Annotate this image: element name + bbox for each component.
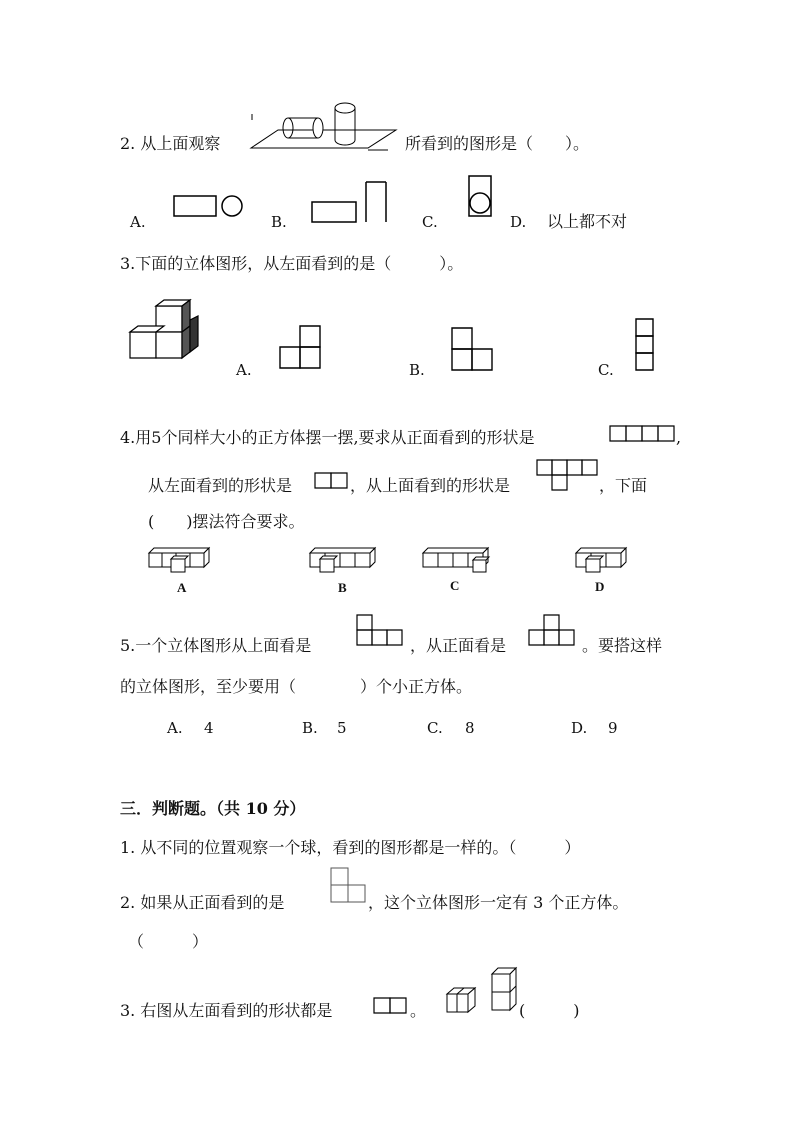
q2-option-b-figure — [311, 179, 391, 225]
judge-1: 1. 从不同的位置观察一个球，看到的图形都是一样的。（ ） — [120, 838, 581, 857]
q2-option-c-label: C. — [422, 213, 438, 231]
q5-top-view-figure — [356, 614, 406, 648]
q3-option-c-label: C. — [598, 361, 614, 379]
judge-2-figure — [330, 867, 368, 905]
q5-front-view-figure — [528, 614, 578, 648]
q4-line2-a: 从左面看到的形状是 — [148, 476, 293, 495]
section3-heading: 三．判断题。（共 10 分） — [120, 799, 306, 818]
q4-line2-b: ，从上面看到的形状是 — [350, 476, 511, 495]
q4-top-view-figure — [536, 459, 598, 493]
q3-option-a-label: A. — [236, 361, 252, 379]
judge-3-paren: ( ) — [519, 1001, 580, 1020]
q4-line3: ( )摆法符合要求。 — [148, 512, 305, 531]
q5-option-b-label: B. — [302, 719, 318, 737]
q4-option-b-figure — [308, 546, 378, 576]
q5-line1-b: ，从正面看是 — [410, 636, 507, 655]
q5-option-d-label: D. — [571, 719, 588, 737]
q4-option-a-figure — [147, 546, 217, 576]
q4-line1-end: , — [676, 428, 682, 447]
q3-option-c-figure — [635, 318, 657, 372]
judge-2-text-b: ，这个立体图形一定有 3 个正方体。 — [368, 893, 629, 912]
q5-option-a-label: A. — [167, 719, 183, 737]
q4-option-c-figure — [421, 546, 493, 576]
judge-3-text-b: 。 — [410, 1001, 427, 1020]
q5-line1-c: 。要搭这样 — [582, 636, 663, 655]
q4-line1: 4.用5个同样大小的正方体摆一摆,要求从正面看到的形状是 — [120, 428, 535, 447]
q2-option-d-label: D. — [510, 213, 527, 231]
q4-option-b-label: B — [338, 580, 347, 595]
q3-option-b-figure — [450, 326, 496, 374]
q4-option-a-label: A — [177, 580, 187, 595]
judge-3-text-a: 3. 右图从左面看到的形状都是 — [120, 1001, 333, 1020]
q5-option-d-value: 9 — [608, 719, 618, 737]
q2-prefix: 2. 从上面观察 — [120, 134, 221, 153]
q2-suffix: 所看到的图形是（ ）。 — [405, 134, 590, 153]
q2-option-d-text: 以上都不对 — [547, 212, 628, 231]
q4-line2-c: ，下面 — [599, 476, 648, 495]
q5-option-b-value: 5 — [337, 719, 347, 737]
q3-text: 3.下面的立体图形，从左面看到的是（ ）。 — [120, 254, 464, 273]
q5-line2: 的立体图形，至少要用（ ）个小正方体。 — [120, 677, 473, 696]
q4-left-view-figure — [314, 472, 348, 490]
q2-option-a-label: A. — [130, 213, 146, 231]
judge-3-cube-figure-2 — [490, 966, 518, 1012]
q2-solid-figure — [248, 100, 398, 155]
q5-option-c-label: C. — [427, 719, 443, 737]
judge-3-answer-view-figure — [373, 997, 409, 1015]
q4-option-d-figure — [574, 546, 630, 576]
q2-option-c-figure — [468, 175, 494, 219]
judge-2-text-a: 2. 如果从正面看到的是 — [120, 893, 285, 912]
q3-solid-figure — [128, 298, 208, 364]
q4-option-d-label: D — [595, 579, 605, 594]
q2-option-a-figure — [173, 195, 245, 219]
q4-option-c-label: C — [450, 578, 460, 593]
q4-front-view-figure — [609, 425, 675, 443]
q5-option-c-value: 8 — [465, 719, 475, 737]
q3-option-b-label: B. — [409, 361, 425, 379]
q2-option-b-label: B. — [271, 213, 287, 231]
judge-3-cube-figure-1 — [445, 985, 477, 1015]
judge-2-paren: （ ） — [128, 932, 209, 951]
q5-option-a-value: 4 — [204, 719, 214, 737]
q3-option-a-figure — [278, 324, 324, 372]
q5-line1-a: 5.一个立体图形从上面看是 — [120, 636, 312, 655]
